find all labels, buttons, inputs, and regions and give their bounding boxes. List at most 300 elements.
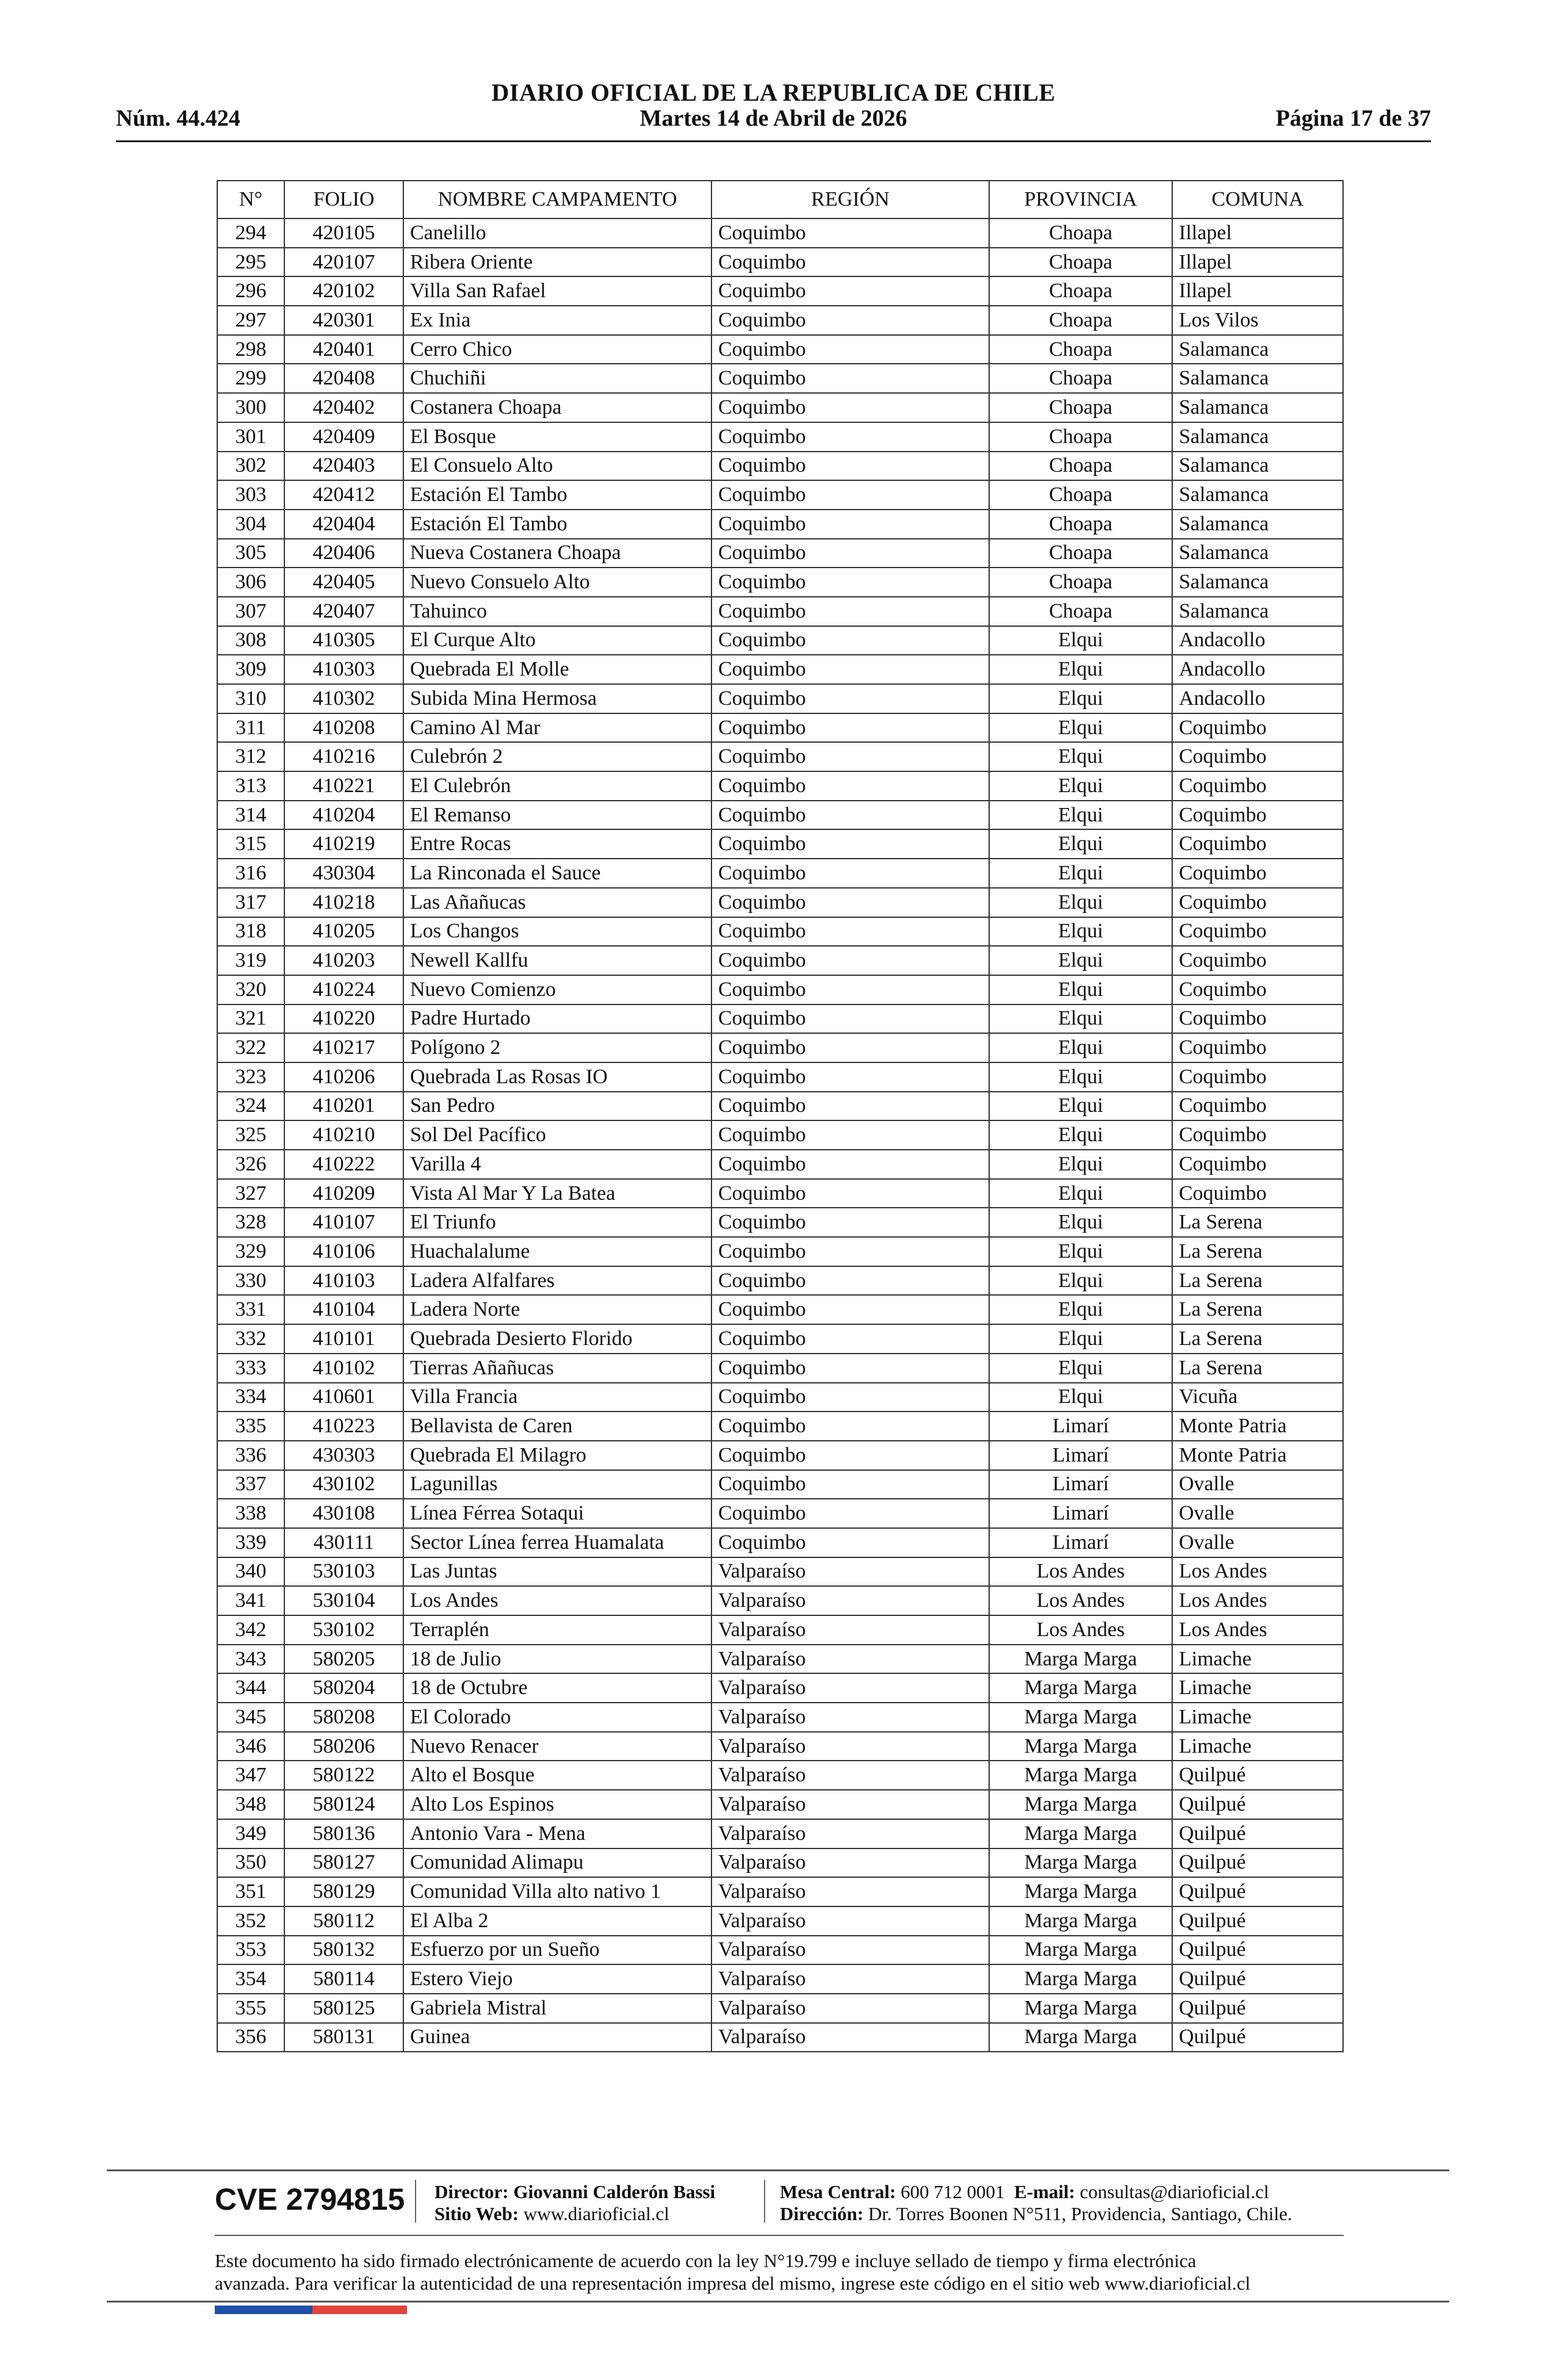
row-folio: 530102 — [284, 1615, 403, 1645]
row-provincia: Marga Marga — [989, 1877, 1172, 1906]
row-folio: 410302 — [284, 684, 403, 713]
table-row — [217, 1586, 1343, 1615]
table-row — [217, 1703, 1343, 1732]
row-folio: 580131 — [284, 2023, 403, 2052]
table-row — [217, 801, 1343, 830]
row-folio: 530104 — [284, 1586, 403, 1615]
row-provincia: Elqui — [989, 859, 1172, 888]
table-row — [217, 393, 1343, 422]
row-nombre: Los Changos — [403, 917, 711, 947]
row-nombre: Ladera Alfalfares — [403, 1266, 711, 1296]
row-nombre: Comunidad Alimapu — [403, 1848, 711, 1878]
web-link[interactable]: www.diarioficial.cl — [523, 2203, 669, 2224]
row-provincia: Los Andes — [989, 1615, 1172, 1645]
row-folio: 410303 — [284, 655, 403, 684]
table-row — [217, 539, 1343, 568]
table-row — [217, 306, 1343, 335]
table-row — [217, 1383, 1343, 1412]
row-nombre: Entre Rocas — [403, 829, 711, 859]
row-number: 322 — [217, 1033, 284, 1062]
row-region: Coquimbo — [711, 1150, 989, 1179]
row-number: 310 — [217, 684, 284, 713]
row-nombre: Newell Kallfu — [403, 946, 711, 975]
table-row — [217, 1819, 1343, 1848]
row-number: 355 — [217, 1994, 284, 2023]
row-comuna: Quilpué — [1172, 1790, 1343, 1819]
row-region: Coquimbo — [711, 335, 989, 364]
row-number: 333 — [217, 1354, 284, 1383]
row-comuna: Limache — [1172, 1645, 1343, 1674]
row-comuna: Limache — [1172, 1732, 1343, 1761]
row-comuna: Coquimbo — [1172, 1004, 1343, 1034]
row-number: 340 — [217, 1557, 284, 1587]
row-number: 306 — [217, 568, 284, 597]
row-comuna: Coquimbo — [1172, 975, 1343, 1004]
row-region: Coquimbo — [711, 829, 989, 859]
row-folio: 410106 — [284, 1237, 403, 1266]
row-region: Coquimbo — [711, 1266, 989, 1296]
row-nombre: Costanera Choapa — [403, 393, 711, 422]
row-nombre: El Colorado — [403, 1703, 711, 1732]
page-header — [116, 74, 1431, 142]
row-folio: 430102 — [284, 1470, 403, 1499]
row-provincia: Choapa — [989, 568, 1172, 597]
row-nombre: Estación El Tambo — [403, 480, 711, 510]
row-region: Coquimbo — [711, 626, 989, 655]
row-folio: 580136 — [284, 1819, 403, 1848]
row-provincia: Choapa — [989, 422, 1172, 452]
table-row — [217, 1673, 1343, 1703]
row-nombre: Ribera Oriente — [403, 248, 711, 277]
legal-line: Este documento ha sido firmado electrónicamente de acuerdo con la ley N°19.799 e incluye sellado de tiempo y firma electrónica — [215, 2250, 1197, 2271]
row-folio: 420407 — [284, 597, 403, 626]
row-comuna: Ovalle — [1172, 1499, 1343, 1528]
row-comuna: Quilpué — [1172, 2023, 1343, 2052]
row-folio: 410219 — [284, 829, 403, 859]
row-nombre: Canelillo — [403, 218, 711, 248]
row-folio: 420404 — [284, 510, 403, 539]
row-provincia: Elqui — [989, 1266, 1172, 1296]
row-comuna: Quilpué — [1172, 1877, 1343, 1906]
row-number: 332 — [217, 1324, 284, 1354]
row-provincia: Elqui — [989, 626, 1172, 655]
table-row — [217, 1354, 1343, 1383]
row-nombre: 18 de Octubre — [403, 1673, 711, 1703]
row-region: Coquimbo — [711, 364, 989, 393]
row-folio: 410208 — [284, 713, 403, 743]
row-provincia: Limarí — [989, 1528, 1172, 1557]
table-row — [217, 1208, 1343, 1237]
table-row — [217, 1266, 1343, 1296]
row-number: 328 — [217, 1208, 284, 1237]
row-folio: 430108 — [284, 1499, 403, 1528]
row-comuna: Coquimbo — [1172, 888, 1343, 917]
row-comuna: Coquimbo — [1172, 713, 1343, 743]
table-row — [217, 335, 1343, 364]
row-region: Coquimbo — [711, 1120, 989, 1150]
table-row — [217, 248, 1343, 277]
row-provincia: Elqui — [989, 1179, 1172, 1208]
row-provincia: Elqui — [989, 917, 1172, 947]
row-nombre: El Bosque — [403, 422, 711, 452]
row-provincia: Marga Marga — [989, 1703, 1172, 1732]
col-header-nombre: NOMBRE CAMPAMENTO — [403, 181, 711, 218]
row-region: Coquimbo — [711, 1412, 989, 1441]
cve-code: CVE 2794815 — [215, 2182, 405, 2216]
table-row — [217, 1092, 1343, 1121]
row-number: 354 — [217, 1964, 284, 1994]
table-row — [217, 1237, 1343, 1266]
row-provincia: Limarí — [989, 1499, 1172, 1528]
row-number: 353 — [217, 1936, 284, 1965]
row-comuna: Salamanca — [1172, 422, 1343, 452]
row-provincia: Marga Marga — [989, 1673, 1172, 1703]
header-divider — [116, 140, 1431, 142]
row-nombre: Estero Viejo — [403, 1964, 711, 1994]
row-folio: 580127 — [284, 1848, 403, 1878]
row-number: 346 — [217, 1732, 284, 1761]
row-folio: 410223 — [284, 1412, 403, 1441]
row-nombre: Bellavista de Caren — [403, 1412, 711, 1441]
row-provincia: Elqui — [989, 1004, 1172, 1034]
row-nombre: Línea Férrea Sotaqui — [403, 1499, 711, 1528]
row-nombre: Terraplén — [403, 1615, 711, 1645]
row-region: Coquimbo — [711, 452, 989, 481]
row-provincia: Elqui — [989, 1324, 1172, 1354]
row-comuna: Coquimbo — [1172, 946, 1343, 975]
row-provincia: Elqui — [989, 742, 1172, 771]
row-nombre: Vista Al Mar Y La Batea — [403, 1179, 711, 1208]
row-number: 330 — [217, 1266, 284, 1296]
row-comuna: Salamanca — [1172, 335, 1343, 364]
row-provincia: Limarí — [989, 1412, 1172, 1441]
row-folio: 580129 — [284, 1877, 403, 1906]
mesa-phone: 600 712 0001 — [901, 2181, 1005, 2202]
row-number: 307 — [217, 597, 284, 626]
row-nombre: Tahuinco — [403, 597, 711, 626]
row-region: Coquimbo — [711, 1354, 989, 1383]
table-row — [217, 218, 1343, 248]
row-folio: 580205 — [284, 1645, 403, 1674]
row-number: 347 — [217, 1761, 284, 1790]
table-row — [217, 2023, 1343, 2052]
row-comuna: Salamanca — [1172, 452, 1343, 481]
table-row — [217, 1412, 1343, 1441]
page-number: Página 17 de 37 — [1275, 106, 1431, 131]
footer-divider-top — [107, 2169, 1449, 2171]
table-row — [217, 276, 1343, 306]
row-comuna: Ovalle — [1172, 1528, 1343, 1557]
row-comuna: Coquimbo — [1172, 1150, 1343, 1179]
row-folio: 410103 — [284, 1266, 403, 1296]
row-number: 301 — [217, 422, 284, 452]
row-provincia: Elqui — [989, 801, 1172, 830]
address-value: Dr. Torres Boonen N°511, Providencia, Santiago, Chile. — [868, 2203, 1292, 2224]
row-nombre: Alto Los Espinos — [403, 1790, 711, 1819]
col-header-num: N° — [217, 181, 284, 218]
row-folio: 410206 — [284, 1062, 403, 1092]
table-row — [217, 452, 1343, 481]
row-number: 325 — [217, 1120, 284, 1150]
row-region: Valparaíso — [711, 1703, 989, 1732]
row-nombre: El Remanso — [403, 801, 711, 830]
row-nombre: Alto el Bosque — [403, 1761, 711, 1790]
row-provincia: Marga Marga — [989, 1964, 1172, 1994]
row-region: Valparaíso — [711, 1557, 989, 1587]
row-region: Coquimbo — [711, 1383, 989, 1412]
table-row — [217, 829, 1343, 859]
row-nombre: Gabriela Mistral — [403, 1994, 711, 2023]
row-number: 318 — [217, 917, 284, 947]
row-region: Valparaíso — [711, 1673, 989, 1703]
row-provincia: Elqui — [989, 1062, 1172, 1092]
row-folio: 410224 — [284, 975, 403, 1004]
row-number: 308 — [217, 626, 284, 655]
row-nombre: Nuevo Renacer — [403, 1732, 711, 1761]
row-number: 352 — [217, 1906, 284, 1936]
table-row — [217, 975, 1343, 1004]
row-comuna: Los Andes — [1172, 1586, 1343, 1615]
row-comuna: Coquimbo — [1172, 771, 1343, 801]
row-region: Valparaíso — [711, 1761, 989, 1790]
row-provincia: Choapa — [989, 452, 1172, 481]
row-nombre: Sector Línea ferrea Huamalata — [403, 1528, 711, 1557]
row-comuna: Salamanca — [1172, 568, 1343, 597]
email-link[interactable]: consultas@diarioficial.cl — [1079, 2181, 1269, 2202]
row-provincia: Elqui — [989, 1295, 1172, 1324]
table-row — [217, 1470, 1343, 1499]
row-region: Coquimbo — [711, 422, 989, 452]
row-comuna: Ovalle — [1172, 1470, 1343, 1499]
row-number: 305 — [217, 539, 284, 568]
row-region: Coquimbo — [711, 510, 989, 539]
table-header-row — [217, 181, 1343, 218]
row-region: Valparaíso — [711, 2023, 989, 2052]
row-folio: 420408 — [284, 364, 403, 393]
row-folio: 580125 — [284, 1994, 403, 2023]
row-comuna: Los Andes — [1172, 1615, 1343, 1645]
row-region: Coquimbo — [711, 771, 989, 801]
flag-stripe-blue — [215, 2306, 312, 2314]
mesa-label: Mesa Central: — [780, 2181, 896, 2202]
row-provincia: Marga Marga — [989, 1994, 1172, 2023]
row-provincia: Elqui — [989, 1208, 1172, 1237]
table-row — [217, 1179, 1343, 1208]
table-row — [217, 1441, 1343, 1470]
row-number: 312 — [217, 742, 284, 771]
row-region: Coquimbo — [711, 1470, 989, 1499]
table-row — [217, 1936, 1343, 1965]
row-nombre: El Alba 2 — [403, 1906, 711, 1936]
row-comuna: Salamanca — [1172, 364, 1343, 393]
row-comuna: Quilpué — [1172, 1936, 1343, 1965]
table-row — [217, 1732, 1343, 1761]
table-row — [217, 1964, 1343, 1994]
row-folio: 420405 — [284, 568, 403, 597]
row-region: Coquimbo — [711, 248, 989, 277]
row-nombre: El Curque Alto — [403, 626, 711, 655]
row-nombre: Ex Inia — [403, 306, 711, 335]
row-comuna: Illapel — [1172, 248, 1343, 277]
row-comuna: La Serena — [1172, 1237, 1343, 1266]
row-provincia: Elqui — [989, 655, 1172, 684]
row-region: Coquimbo — [711, 480, 989, 510]
row-comuna: Los Andes — [1172, 1557, 1343, 1587]
row-folio: 430304 — [284, 859, 403, 888]
legal-line: avanzada. Para verificar la autenticidad de una representación impresa del mismo, ingrese este código en el sitio web www.diarioficial.cl — [215, 2273, 1251, 2294]
row-number: 314 — [217, 801, 284, 830]
row-region: Coquimbo — [711, 946, 989, 975]
row-folio: 410101 — [284, 1324, 403, 1354]
issue-date: Martes 14 de Abril de 2026 — [639, 106, 907, 131]
row-region: Coquimbo — [711, 742, 989, 771]
row-comuna: Salamanca — [1172, 393, 1343, 422]
row-provincia: Choapa — [989, 218, 1172, 248]
row-region: Coquimbo — [711, 597, 989, 626]
table-row — [217, 480, 1343, 510]
row-nombre: Lagunillas — [403, 1470, 711, 1499]
row-region: Coquimbo — [711, 1441, 989, 1470]
row-provincia: Elqui — [989, 713, 1172, 743]
row-nombre: El Culebrón — [403, 771, 711, 801]
row-comuna: Vicuña — [1172, 1383, 1343, 1412]
row-nombre: Polígono 2 — [403, 1033, 711, 1062]
row-region: Valparaíso — [711, 1645, 989, 1674]
row-provincia: Choapa — [989, 276, 1172, 306]
row-region: Coquimbo — [711, 306, 989, 335]
table-row — [217, 859, 1343, 888]
row-comuna: Salamanca — [1172, 597, 1343, 626]
table-row — [217, 597, 1343, 626]
row-folio: 420301 — [284, 306, 403, 335]
row-region: Coquimbo — [711, 393, 989, 422]
row-number: 350 — [217, 1848, 284, 1878]
row-comuna: Coquimbo — [1172, 1092, 1343, 1121]
table-row — [217, 1528, 1343, 1557]
row-nombre: Ladera Norte — [403, 1295, 711, 1324]
row-folio: 410221 — [284, 771, 403, 801]
row-nombre: San Pedro — [403, 1092, 711, 1121]
row-number: 319 — [217, 946, 284, 975]
row-nombre: Quebrada El Molle — [403, 655, 711, 684]
row-number: 299 — [217, 364, 284, 393]
row-nombre: El Triunfo — [403, 1208, 711, 1237]
director-label: Director: — [434, 2181, 509, 2202]
row-folio: 580208 — [284, 1703, 403, 1732]
footer-separator — [415, 2180, 416, 2223]
table-row — [217, 422, 1343, 452]
row-region: Coquimbo — [711, 684, 989, 713]
row-folio: 420402 — [284, 393, 403, 422]
row-provincia: Elqui — [989, 1237, 1172, 1266]
row-comuna: La Serena — [1172, 1295, 1343, 1324]
row-provincia: Elqui — [989, 1092, 1172, 1121]
row-comuna: Quilpué — [1172, 1994, 1343, 2023]
row-provincia: Elqui — [989, 1033, 1172, 1062]
row-region: Coquimbo — [711, 1237, 989, 1266]
row-nombre: Varilla 4 — [403, 1150, 711, 1179]
row-nombre: Subida Mina Hermosa — [403, 684, 711, 713]
row-folio: 420401 — [284, 335, 403, 364]
row-region: Coquimbo — [711, 1295, 989, 1324]
row-folio: 420105 — [284, 218, 403, 248]
table-row — [217, 1790, 1343, 1819]
row-number: 303 — [217, 480, 284, 510]
row-provincia: Marga Marga — [989, 1819, 1172, 1848]
row-provincia: Elqui — [989, 946, 1172, 975]
row-nombre: Culebrón 2 — [403, 742, 711, 771]
row-folio: 420102 — [284, 276, 403, 306]
row-provincia: Elqui — [989, 975, 1172, 1004]
col-header-comuna: COMUNA — [1172, 181, 1343, 218]
row-comuna: Monte Patria — [1172, 1441, 1343, 1470]
row-folio: 420409 — [284, 422, 403, 452]
row-provincia: Elqui — [989, 1120, 1172, 1150]
row-folio: 410102 — [284, 1354, 403, 1383]
row-comuna: Quilpué — [1172, 1906, 1343, 1936]
table-row — [217, 742, 1343, 771]
flag-stripe-red — [312, 2306, 407, 2314]
row-number: 329 — [217, 1237, 284, 1266]
row-nombre: Quebrada Desierto Florido — [403, 1324, 711, 1354]
row-comuna: Coquimbo — [1172, 917, 1343, 947]
table-row — [217, 1120, 1343, 1150]
footer-contact-block — [780, 2181, 1292, 2225]
row-nombre: Quebrada Las Rosas IO — [403, 1062, 711, 1092]
row-region: Coquimbo — [711, 1092, 989, 1121]
director-name: Giovanni Calderón Bassi — [513, 2181, 716, 2202]
row-nombre: Cerro Chico — [403, 335, 711, 364]
row-provincia: Choapa — [989, 510, 1172, 539]
row-number: 344 — [217, 1673, 284, 1703]
col-header-folio: FOLIO — [284, 181, 403, 218]
row-comuna: La Serena — [1172, 1324, 1343, 1354]
row-region: Valparaíso — [711, 1964, 989, 1994]
footer-separator — [764, 2180, 765, 2223]
row-nombre: Huachalalume — [403, 1237, 711, 1266]
row-comuna: Quilpué — [1172, 1848, 1343, 1878]
row-number: 295 — [217, 248, 284, 277]
row-number: 335 — [217, 1412, 284, 1441]
row-provincia: Elqui — [989, 684, 1172, 713]
row-comuna: Salamanca — [1172, 510, 1343, 539]
row-nombre: Padre Hurtado — [403, 1004, 711, 1034]
row-provincia: Marga Marga — [989, 1906, 1172, 1936]
table-row — [217, 626, 1343, 655]
table-row — [217, 946, 1343, 975]
row-nombre: Guinea — [403, 2023, 711, 2052]
row-folio: 580112 — [284, 1906, 403, 1936]
row-region: Coquimbo — [711, 917, 989, 947]
row-comuna: Quilpué — [1172, 1964, 1343, 1994]
row-folio: 580122 — [284, 1761, 403, 1790]
row-folio: 410220 — [284, 1004, 403, 1034]
row-number: 294 — [217, 218, 284, 248]
row-region: Coquimbo — [711, 859, 989, 888]
row-folio: 580206 — [284, 1732, 403, 1761]
row-folio: 580132 — [284, 1936, 403, 1965]
footer-director-block — [434, 2181, 715, 2225]
row-folio: 530103 — [284, 1557, 403, 1587]
row-comuna: Andacollo — [1172, 684, 1343, 713]
row-folio: 410218 — [284, 888, 403, 917]
row-provincia: Marga Marga — [989, 1645, 1172, 1674]
row-provincia: Limarí — [989, 1441, 1172, 1470]
row-number: 341 — [217, 1586, 284, 1615]
table-row — [217, 1848, 1343, 1878]
table-row — [217, 1150, 1343, 1179]
row-number: 317 — [217, 888, 284, 917]
